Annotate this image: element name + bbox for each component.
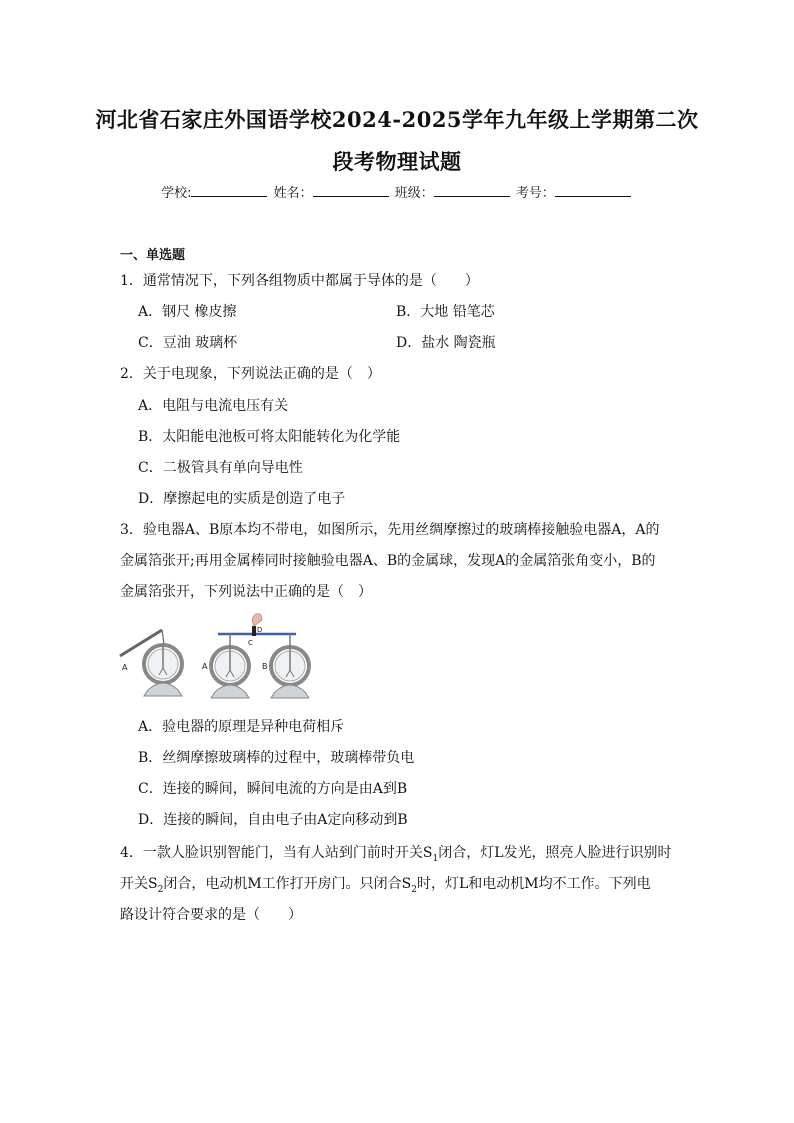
exam-number-label: 考号： xyxy=(515,186,555,201)
hand-icon xyxy=(252,614,262,626)
q4-line2-part2: 闭合，电动机M工作打开房门。只闭合S xyxy=(163,876,412,892)
insulated-handle xyxy=(252,626,256,636)
q4-s2-subscript: 2 xyxy=(157,884,164,895)
exam-title-line2: 段考物理试题 xyxy=(332,149,462,174)
class-blank xyxy=(434,184,510,197)
fig-label-b: B xyxy=(262,662,268,671)
q2-stem: 2．关于电现象，下列说法正确的是（ ） xyxy=(120,366,381,382)
exam-number-blank xyxy=(555,184,631,197)
electroscope-figure xyxy=(118,612,318,704)
q4-stem-line2 xyxy=(120,873,651,895)
q4-s1-subscript: 1 xyxy=(432,853,439,864)
school-label: 学校: xyxy=(161,186,192,201)
electroscope-a xyxy=(211,634,249,698)
q4-line1-part1: 4．一款人脸识别智能门，当有人站到门前时开关S xyxy=(120,845,433,861)
q4-line1-part2: 闭合，灯L发光，照亮人脸进行识别时 xyxy=(438,845,672,861)
glass-rod-tip xyxy=(162,630,164,644)
fig-label-a: A xyxy=(202,662,208,671)
name-blank xyxy=(313,184,389,197)
fig-label-a-left: A xyxy=(122,663,128,672)
student-info-row xyxy=(0,182,794,201)
exam-title-line1: 河北省石家庄外国语学校2024-2025学年九年级上学期第二次 xyxy=(95,107,699,132)
q2-option-b: B．太阳能电池板可将太阳能转化为化学能 xyxy=(138,429,401,445)
q3-option-c: C．连接的瞬间，瞬间电流的方向是由A到B xyxy=(138,781,408,797)
q1-option-c: C．豆油 玻璃杯 xyxy=(138,335,238,351)
q3-stem-line1: 3．验电器A、B原本均不带电，如图所示，先用丝绸摩擦过的玻璃棒接触验电器A，A的 xyxy=(120,522,660,538)
class-label: 班级： xyxy=(394,186,434,201)
electroscope-b xyxy=(271,634,309,698)
q1-option-a: A．钢尺 橡皮擦 xyxy=(138,304,237,320)
q2-option-a: A．电阻与电流电压有关 xyxy=(138,398,289,414)
q3-option-d: D．连接的瞬间，自由电子由A定向移动到B xyxy=(138,812,408,828)
q3-stem-line2: 金属箔张开;再用金属棒同时接触验电器A、B的金属球，发现A的金属箔张角变小，B的 xyxy=(120,553,656,569)
fig-label-c: C xyxy=(248,639,253,647)
q4-s2b-subscript: 2 xyxy=(411,884,417,895)
q2-option-d: D．摩擦起电的实质是创造了电子 xyxy=(138,491,346,507)
q3-option-a: A．验电器的原理是异种电荷相斥 xyxy=(138,719,345,735)
q4-line2-part1: 开关S xyxy=(120,876,158,892)
q4-line2-part3: 时，灯L和电动机M均不工作。下列电 xyxy=(417,876,651,892)
q4-stem-line1 xyxy=(120,842,672,864)
school-blank xyxy=(191,184,267,197)
q1-stem: 1．通常情况下，下列各组物质中都属于导体的是（ ） xyxy=(120,273,479,289)
section-heading-single-choice: 一、单选题 xyxy=(120,248,186,263)
q4-stem-line3: 路设计符合要求的是（ ） xyxy=(120,907,302,923)
electroscope-left xyxy=(144,644,182,696)
q1-option-b: B．大地 铅笔芯 xyxy=(396,304,495,320)
q3-option-b: B．丝绸摩擦玻璃棒的过程中，玻璃棒带负电 xyxy=(138,750,415,766)
fig-label-d: D xyxy=(257,626,263,634)
name-label: 姓名： xyxy=(273,186,313,201)
q1-option-d: D．盐水 陶瓷瓶 xyxy=(396,335,496,351)
q3-stem-line3: 金属箔张开，下列说法中正确的是（ ） xyxy=(120,584,372,600)
q2-option-c: C．二极管具有单向导电性 xyxy=(138,460,303,476)
